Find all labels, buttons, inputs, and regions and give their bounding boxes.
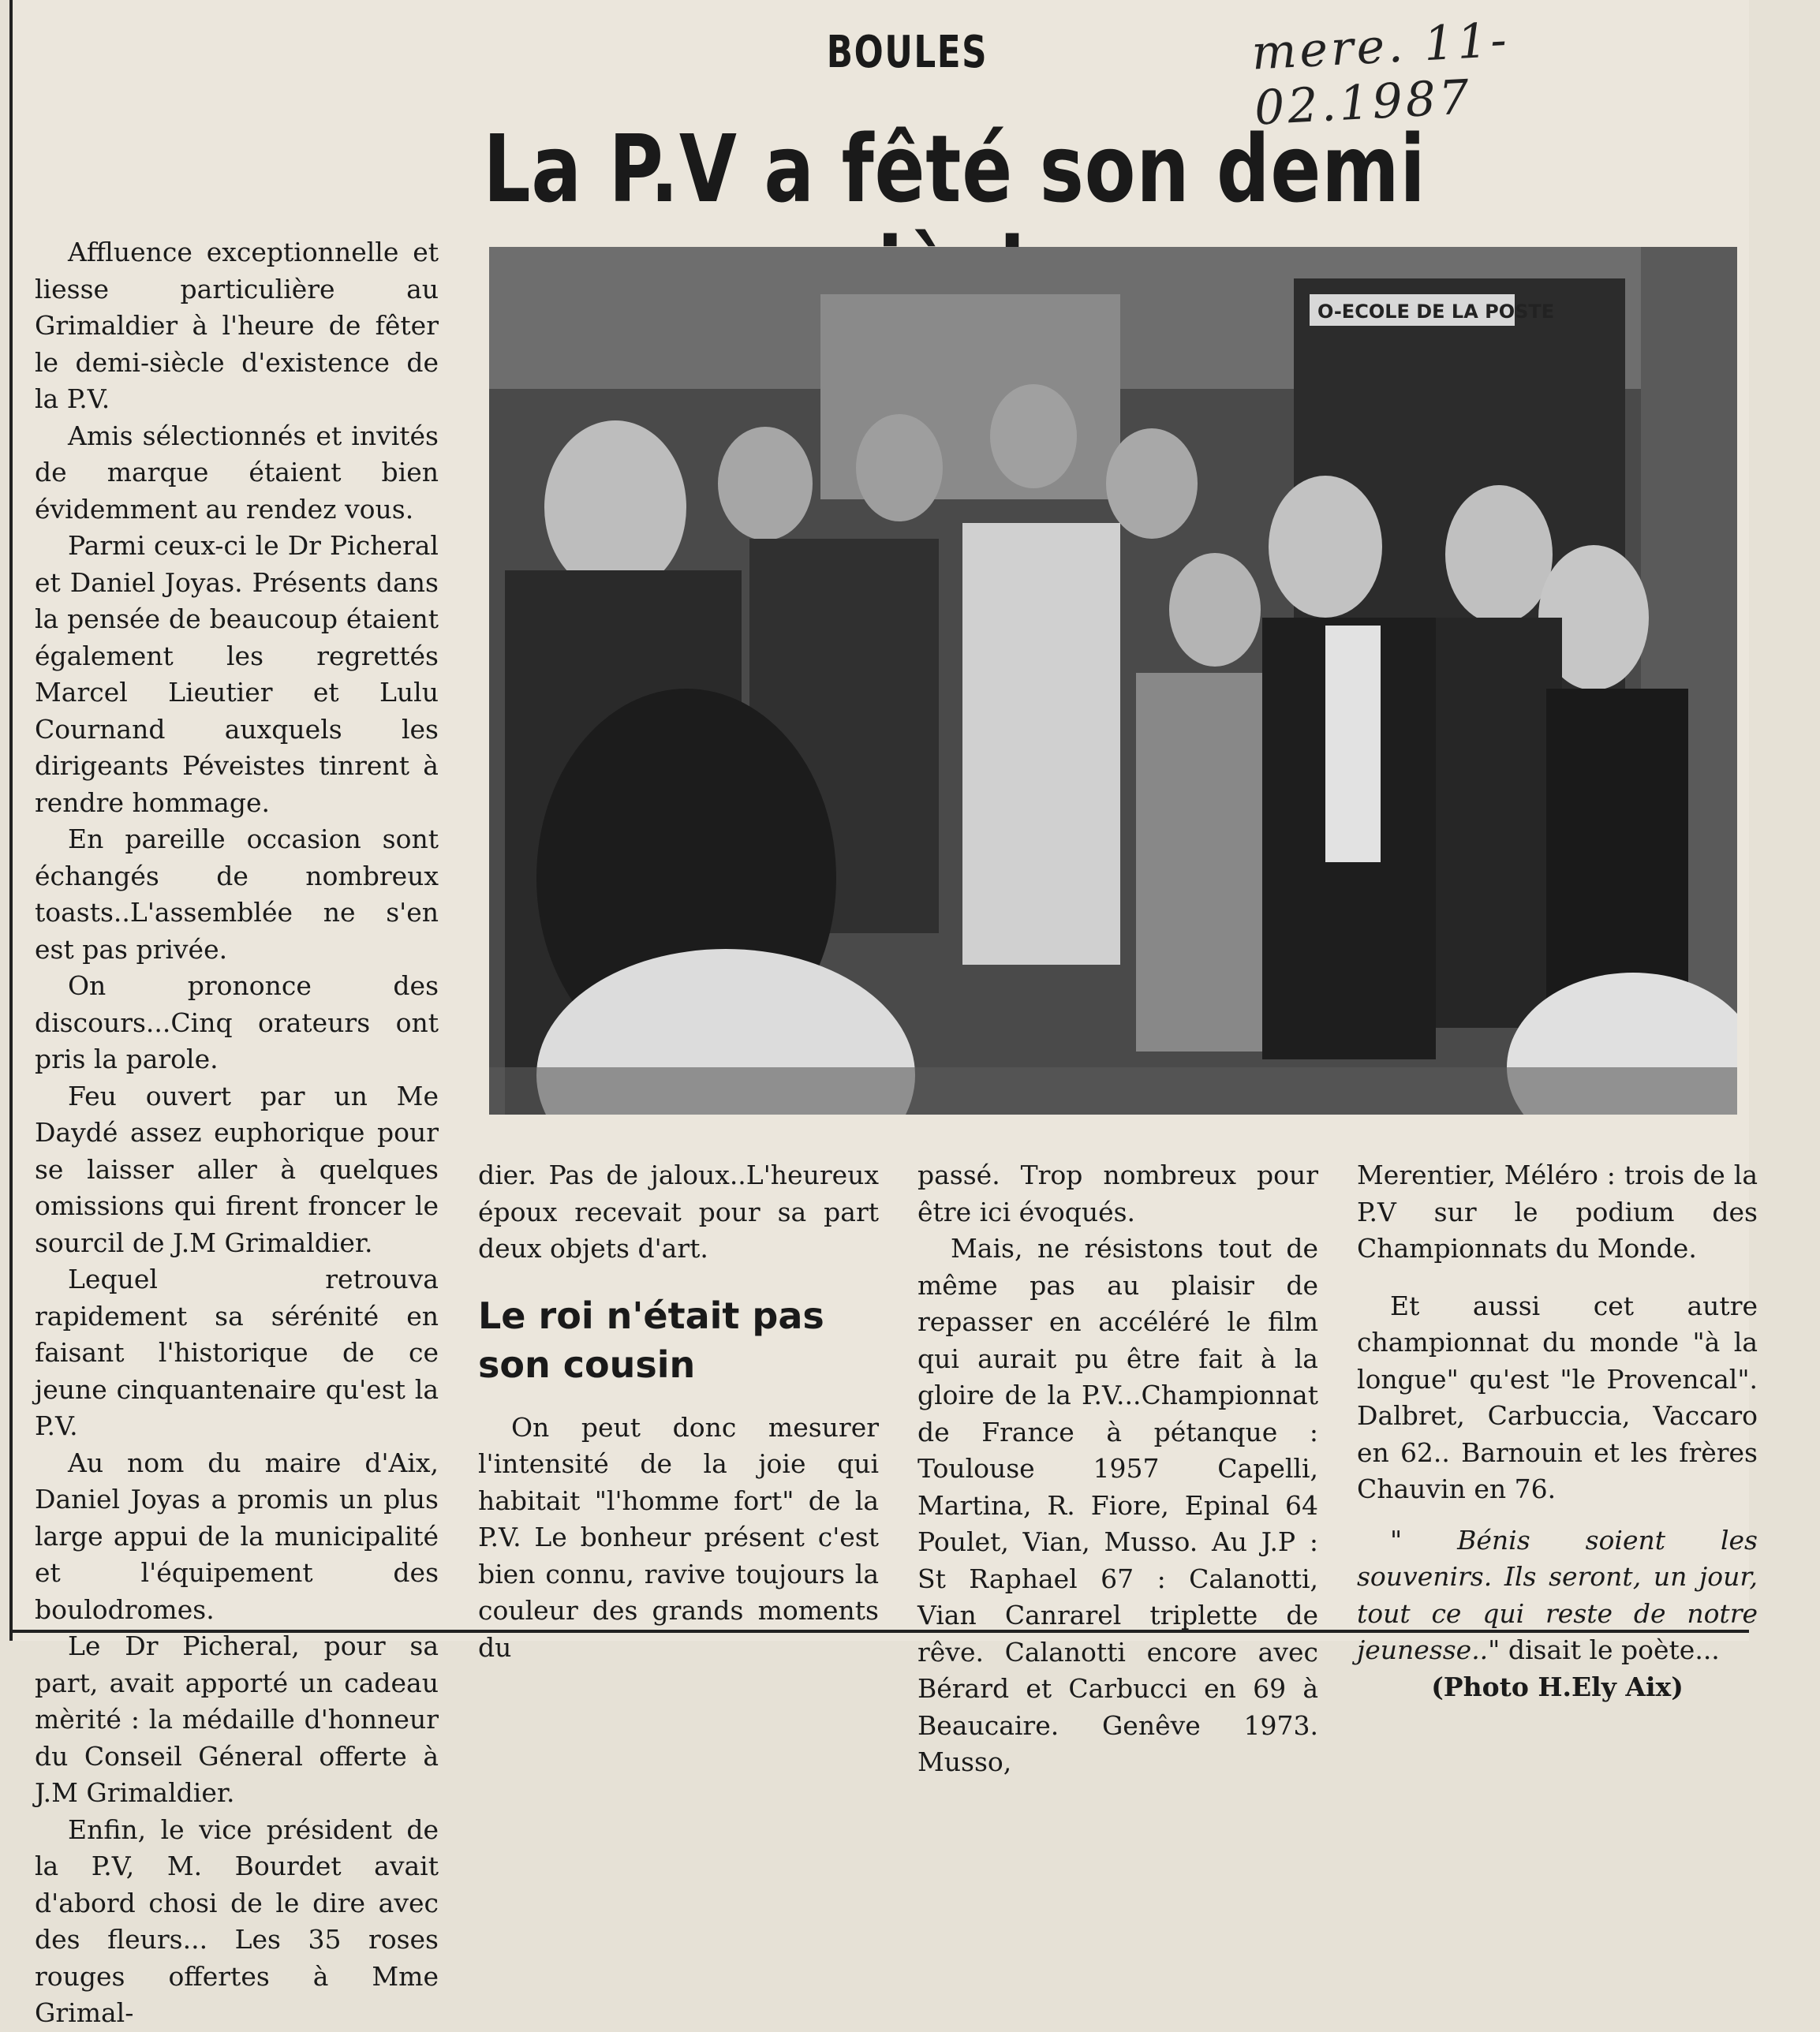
event-photo bbox=[489, 247, 1737, 1115]
paragraph: Feu ouvert par un Me Daydé assez euphorique pour se laisser aller à quelques omissions qui firent froncer le sourcil de J.M Grimaldier. bbox=[35, 1080, 439, 1258]
paragraph: Amis sélectionnés et invités de marque étaient bien évidemment au rendez vous. bbox=[35, 420, 439, 525]
article-column-2 bbox=[478, 1157, 879, 1666]
photo-credit: (Photo H.Ely Aix) bbox=[1431, 1671, 1684, 1702]
poem-quote: " Bénis soient les souvenirs. Ils seront, un jour, tout ce qui reste de notre jeunesse.." bbox=[1357, 1524, 1758, 1665]
paragraph: Parmi ceux-ci le Dr Picheral et Daniel Joyas. Présents dans la pensée de beaucoup étaient également les regrettés Marcel Lieutier et Lulu Cournand auxquels les dirigeants Péveistes tinrent à rendre hommage. bbox=[35, 530, 439, 818]
left-column-rule bbox=[9, 0, 13, 1641]
paragraph: Enfin, le vice président de la P.V, M. Bourdet avait d'abord chosi de le dire avec des fleurs... Les 35 roses rouges offertes à Mme Grimal- bbox=[35, 1813, 439, 2028]
paragraph: Lequel retrouva rapidement sa sérénité en faisant l'historique de ce jeune cinquantenaire qu'est la P.V. bbox=[35, 1264, 439, 1441]
paragraph: Et aussi cet autre championnat du monde "à la longue" qu'est "le Provencal". Dalbret, Carbuccia, Vaccaro en 62.. Barnouin et les frères Chauvin en 76. bbox=[1357, 1290, 1758, 1504]
paragraph: Affluence exceptionnelle et liesse particulière au Grimaldier à l'heure de fêter le demi-siècle d'existence de la P.V. bbox=[35, 237, 439, 414]
subheadline: Le roi n'était pas son cousin bbox=[478, 1294, 824, 1386]
paragraph: dier. Pas de jaloux..L'heureux époux recevait pour sa part deux objets d'art. bbox=[478, 1160, 879, 1264]
article-column-3 bbox=[917, 1157, 1318, 1781]
paragraph: Le Dr Picheral, pour sa part, avait apporté un cadeau mèrité : la médaille d'honneur du Conseil Géneral offerte à J.M Grimaldier. bbox=[35, 1630, 439, 1808]
handwritten-date-note: mere. 11-02.1987 bbox=[1250, 12, 1512, 136]
paragraph: Merentier, Méléro : trois de la P.V sur le podium des Championnats du Monde. bbox=[1357, 1160, 1758, 1264]
quote-attribution: disait le poète... bbox=[1500, 1634, 1720, 1665]
crowd-photo-graphic bbox=[489, 247, 1737, 1115]
article-column-4 bbox=[1357, 1157, 1758, 1705]
section-label: BOULES bbox=[826, 27, 988, 78]
paragraph: En pareille occasion sont échangés de nombreux toasts..L'assemblée ne s'en est pas privée. bbox=[35, 824, 439, 965]
photo-sign-text: O-ECOLE DE LA POSTE bbox=[1317, 301, 1555, 323]
headline: La P.V a fêté son demi bbox=[483, 114, 1426, 223]
article-column-1 bbox=[35, 234, 439, 2032]
paragraph: Mais, ne résistons tout de même pas au plaisir de repasser en accéléré le film qui aurait pu être fait à la gloire de la P.V...Championnat de France à pétanque : Toulouse 1957 Capelli, Martina, R. Fiore, Epinal 64 Poulet, Vian, Musso. Au J.P : St Raphael 67 : Calanotti, Vian Canrarel triplette de rêve. Calanotti encore avec Bérard et Carbucci en 69 à Beaucaire. Genêve 1973. Musso, bbox=[917, 1233, 1318, 1777]
closing-quote bbox=[1357, 1522, 1758, 1669]
paragraph: Au nom du maire d'Aix, Daniel Joyas a promis un plus large appui de la municipalité et l'équipement des boulodromes. bbox=[35, 1447, 439, 1625]
paragraph: passé. Trop nombreux pour être ici évoqués. bbox=[917, 1160, 1318, 1227]
paragraph: On prononce des discours...Cinq orateurs ont pris la parole. bbox=[35, 970, 439, 1074]
paragraph: On peut donc mesurer l'intensité de la joie qui habitait "l'homme fort" de la P.V. Le bonheur présent c'est bien connu, ravive toujours la couleur des grands moments du bbox=[478, 1411, 879, 1663]
